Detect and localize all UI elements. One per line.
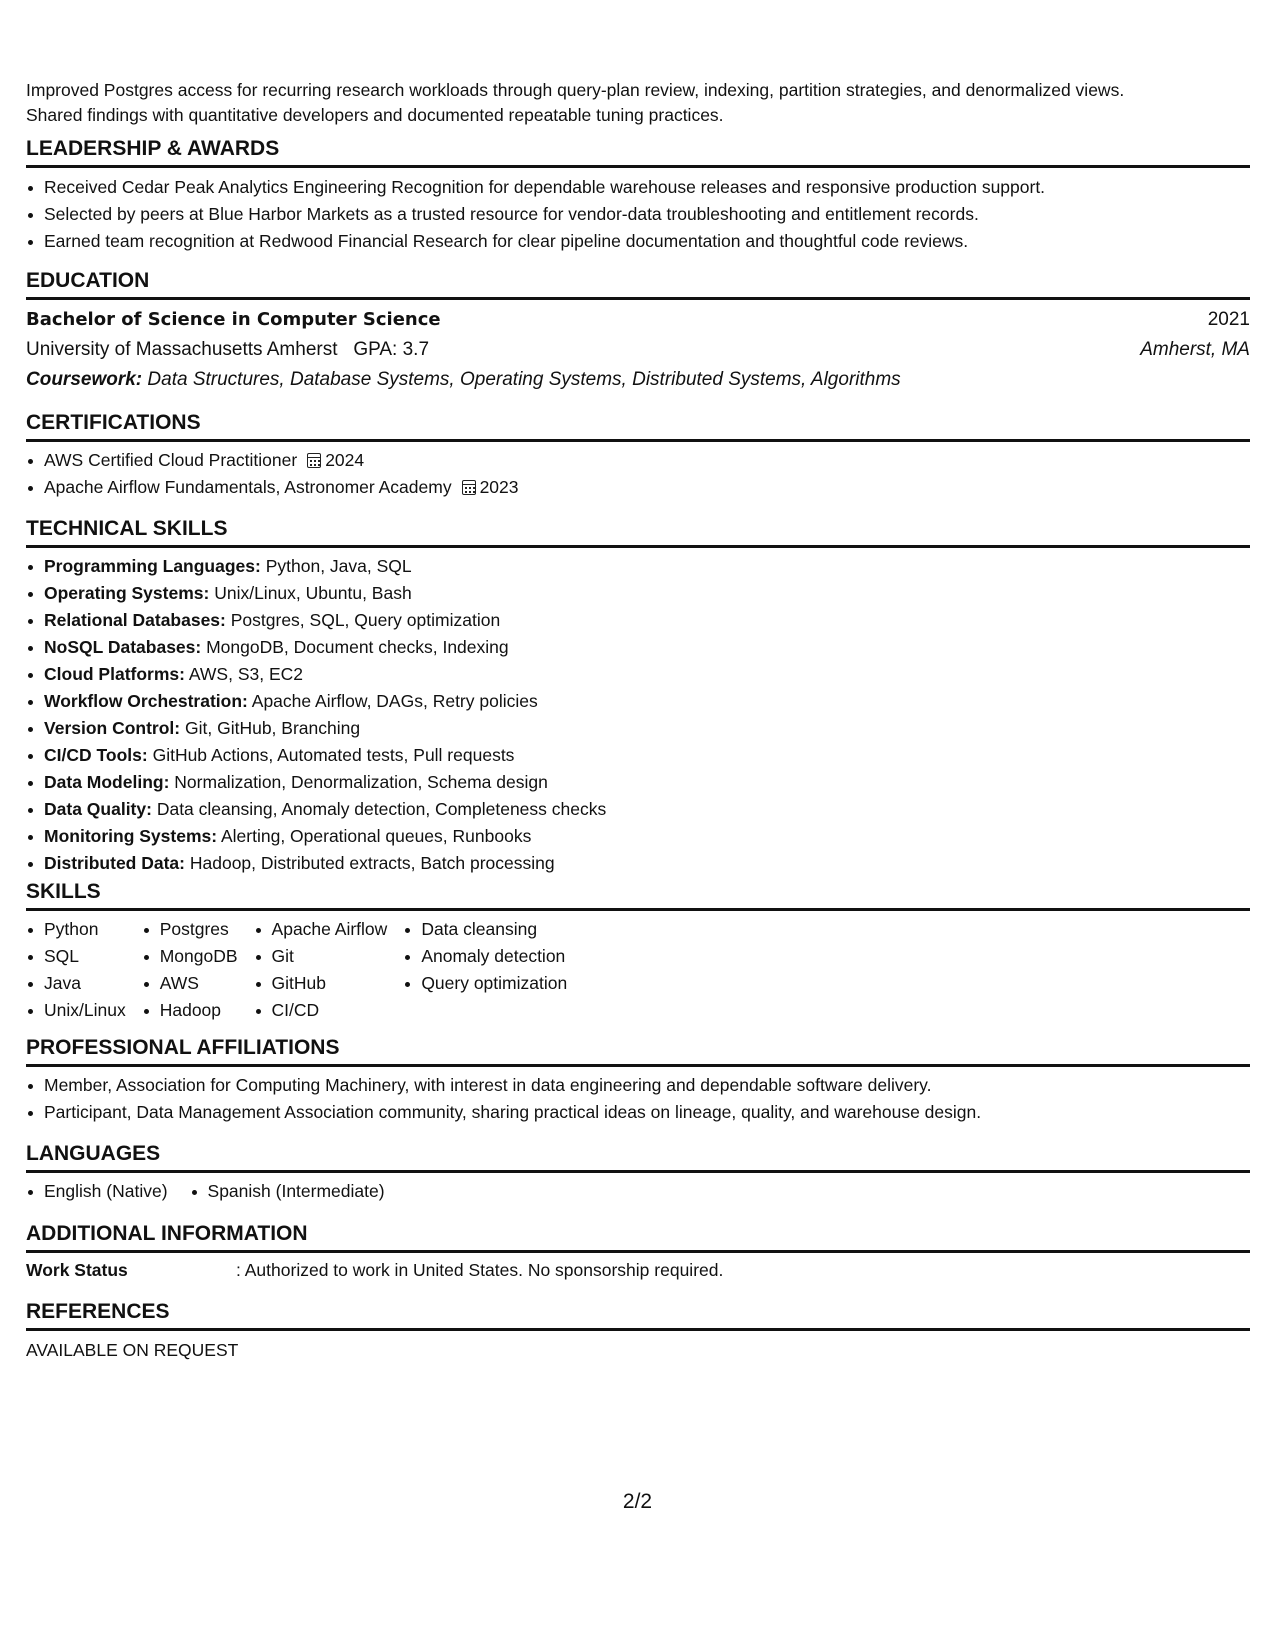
- coursework-label: Coursework:: [26, 369, 143, 390]
- references-section: [26, 1299, 1250, 1363]
- skills-section: [26, 879, 1250, 1024]
- work-status-row: [26, 1257, 1250, 1283]
- list-item: Member, Association for Computing Machinery, with interest in data engineering and dependable software delivery.: [44, 1072, 1250, 1099]
- section-divider: [26, 545, 1250, 548]
- skill-category: Programming Languages:: [44, 556, 261, 576]
- list-item: [44, 796, 1250, 823]
- section-title-certifications: CERTIFICATIONS: [26, 411, 201, 434]
- education-section: [26, 268, 1250, 395]
- languages-list: [26, 1178, 1250, 1205]
- technical-skills-section: [26, 516, 1250, 877]
- intro-line-2: Shared findings with quantitative developers and documented repeatable tuning practices.: [26, 105, 724, 125]
- section-divider: [26, 1250, 1250, 1253]
- skill-category: Version Control:: [44, 718, 181, 738]
- section-divider: [26, 439, 1250, 442]
- affiliations-section: [26, 1035, 1250, 1126]
- list-item: CI/CD: [272, 997, 388, 1024]
- skill-values: Hadoop, Distributed extracts, Batch processing: [189, 853, 555, 873]
- section-title-leadership: LEADERSHIP & AWARDS: [26, 137, 280, 160]
- certification-year: 2023: [479, 477, 519, 497]
- section-title-additional-info: ADDITIONAL INFORMATION: [26, 1222, 308, 1245]
- calendar-icon: [462, 480, 476, 495]
- list-item: [44, 823, 1250, 850]
- skill-category: Monitoring Systems:: [44, 826, 218, 846]
- affiliations-list: [26, 1072, 1250, 1126]
- gpa: GPA: 3.7: [353, 339, 430, 360]
- list-item: AWS: [160, 970, 238, 997]
- degree-name: Bachelor of Science in Computer Science: [26, 309, 441, 330]
- certifications-section: [26, 410, 1250, 501]
- skill-values: Data cleansing, Anomaly detection, Completeness checks: [156, 799, 607, 819]
- list-item: [44, 742, 1250, 769]
- leadership-list: [26, 174, 1250, 255]
- skill-category: Distributed Data:: [44, 853, 185, 873]
- certification-name: Apache Airflow Fundamentals, Astronomer Academy: [44, 477, 452, 497]
- list-item: Anomaly detection: [421, 943, 567, 970]
- school-name: University of Massachusetts Amherst: [26, 339, 338, 360]
- list-item: Query optimization: [421, 970, 567, 997]
- list-item: SQL: [44, 943, 126, 970]
- school-location: Amherst, MA: [1140, 339, 1250, 360]
- skill-category: Operating Systems:: [44, 583, 210, 603]
- skill-values: Unix/Linux, Ubuntu, Bash: [214, 583, 412, 603]
- certification-year: 2024: [325, 450, 365, 470]
- technical-skills-list: [26, 553, 1250, 877]
- experience-continuation: [26, 78, 1250, 128]
- certification-name: AWS Certified Cloud Practitioner: [44, 450, 298, 470]
- list-item: [44, 553, 1250, 580]
- skills-column: [142, 916, 238, 1024]
- list-item: Data cleansing: [421, 916, 567, 943]
- graduation-year: 2021: [1207, 309, 1250, 330]
- list-item: [44, 715, 1250, 742]
- skill-values: GitHub Actions, Automated tests, Pull requests: [152, 745, 515, 765]
- skill-category: Data Modeling:: [44, 772, 170, 792]
- list-item: [44, 634, 1250, 661]
- list-item: [44, 580, 1250, 607]
- languages-section: [26, 1141, 1250, 1205]
- list-item: Java: [44, 970, 126, 997]
- list-item: GitHub: [272, 970, 388, 997]
- section-title-technical-skills: TECHNICAL SKILLS: [26, 517, 228, 540]
- skills-column: [403, 916, 567, 1024]
- skills-grid: [26, 916, 1250, 1024]
- list-item: Unix/Linux: [44, 997, 126, 1024]
- skill-category: Relational Databases:: [44, 610, 226, 630]
- list-item: [44, 688, 1250, 715]
- skills-column: [26, 916, 126, 1024]
- coursework-list: Data Structures, Database Systems, Operating Systems, Distributed Systems, Algorithms: [147, 369, 901, 390]
- list-item: Postgres: [160, 916, 238, 943]
- calendar-icon: [307, 453, 321, 468]
- list-item: Participant, Data Management Association community, sharing practical ideas on lineage, quality, and warehouse design.: [44, 1099, 1250, 1126]
- list-item: [44, 850, 1250, 877]
- list-item: [44, 661, 1250, 688]
- references-text: AVAILABLE ON REQUEST: [26, 1340, 239, 1360]
- coursework-row: [26, 365, 1250, 395]
- section-title-affiliations: PROFESSIONAL AFFILIATIONS: [26, 1036, 340, 1059]
- degree-row: [26, 305, 1250, 335]
- skill-values: AWS, S3, EC2: [188, 664, 303, 684]
- skill-category: NoSQL Databases:: [44, 637, 202, 657]
- list-item: English (Native): [44, 1178, 168, 1205]
- certifications-list: [26, 447, 1250, 501]
- skill-values: Python, Java, SQL: [265, 556, 412, 576]
- skill-values: Apache Airflow, DAGs, Retry policies: [251, 691, 538, 711]
- list-item: Python: [44, 916, 126, 943]
- skill-category: CI/CD Tools:: [44, 745, 148, 765]
- page-number: 2/2: [622, 1490, 653, 1513]
- list-item: [44, 769, 1250, 796]
- skill-values: Normalization, Denormalization, Schema design: [174, 772, 548, 792]
- list-item: Selected by peers at Blue Harbor Markets as a trusted resource for vendor-data troubleshooting and entitlement records.: [44, 201, 1250, 228]
- work-status-label: Work Status: [26, 1260, 128, 1280]
- section-divider: [26, 1328, 1250, 1331]
- section-divider: [26, 908, 1250, 911]
- list-item: Hadoop: [160, 997, 238, 1024]
- list-item: Apache Airflow: [272, 916, 388, 943]
- skill-values: MongoDB, Document checks, Indexing: [206, 637, 509, 657]
- work-status-value: : Authorized to work in United States. No sponsorship required.: [236, 1260, 724, 1280]
- list-item: [44, 607, 1250, 634]
- school-row: [26, 335, 1250, 365]
- list-item: Received Cedar Peak Analytics Engineering Recognition for dependable warehouse releases and responsive production support.: [44, 174, 1250, 201]
- skills-column: [254, 916, 388, 1024]
- section-divider: [26, 297, 1250, 300]
- leadership-section: [26, 136, 1250, 255]
- skill-values: Postgres, SQL, Query optimization: [230, 610, 501, 630]
- section-divider: [26, 1064, 1250, 1067]
- section-title-references: REFERENCES: [26, 1300, 170, 1323]
- list-item: Spanish (Intermediate): [208, 1178, 385, 1205]
- list-item: [44, 447, 1250, 474]
- skill-category: Workflow Orchestration:: [44, 691, 248, 711]
- list-item: MongoDB: [160, 943, 238, 970]
- skill-category: Data Quality:: [44, 799, 152, 819]
- skill-values: Alerting, Operational queues, Runbooks: [220, 826, 532, 846]
- skill-values: Git, GitHub, Branching: [185, 718, 361, 738]
- list-item: Git: [272, 943, 388, 970]
- section-title-education: EDUCATION: [26, 269, 150, 292]
- skill-category: Cloud Platforms:: [44, 664, 185, 684]
- section-title-languages: LANGUAGES: [26, 1142, 161, 1165]
- section-title-skills: SKILLS: [26, 880, 101, 903]
- section-divider: [26, 165, 1250, 168]
- list-item: Earned team recognition at Redwood Financial Research for clear pipeline documentation and thoughtful code reviews.: [44, 228, 1250, 255]
- section-divider: [26, 1170, 1250, 1173]
- list-item: [44, 474, 1250, 501]
- intro-line-1: Improved Postgres access for recurring research workloads through query-plan review, indexing, partition strategies, and denormalized views.: [26, 80, 1125, 100]
- additional-info-section: [26, 1221, 1250, 1283]
